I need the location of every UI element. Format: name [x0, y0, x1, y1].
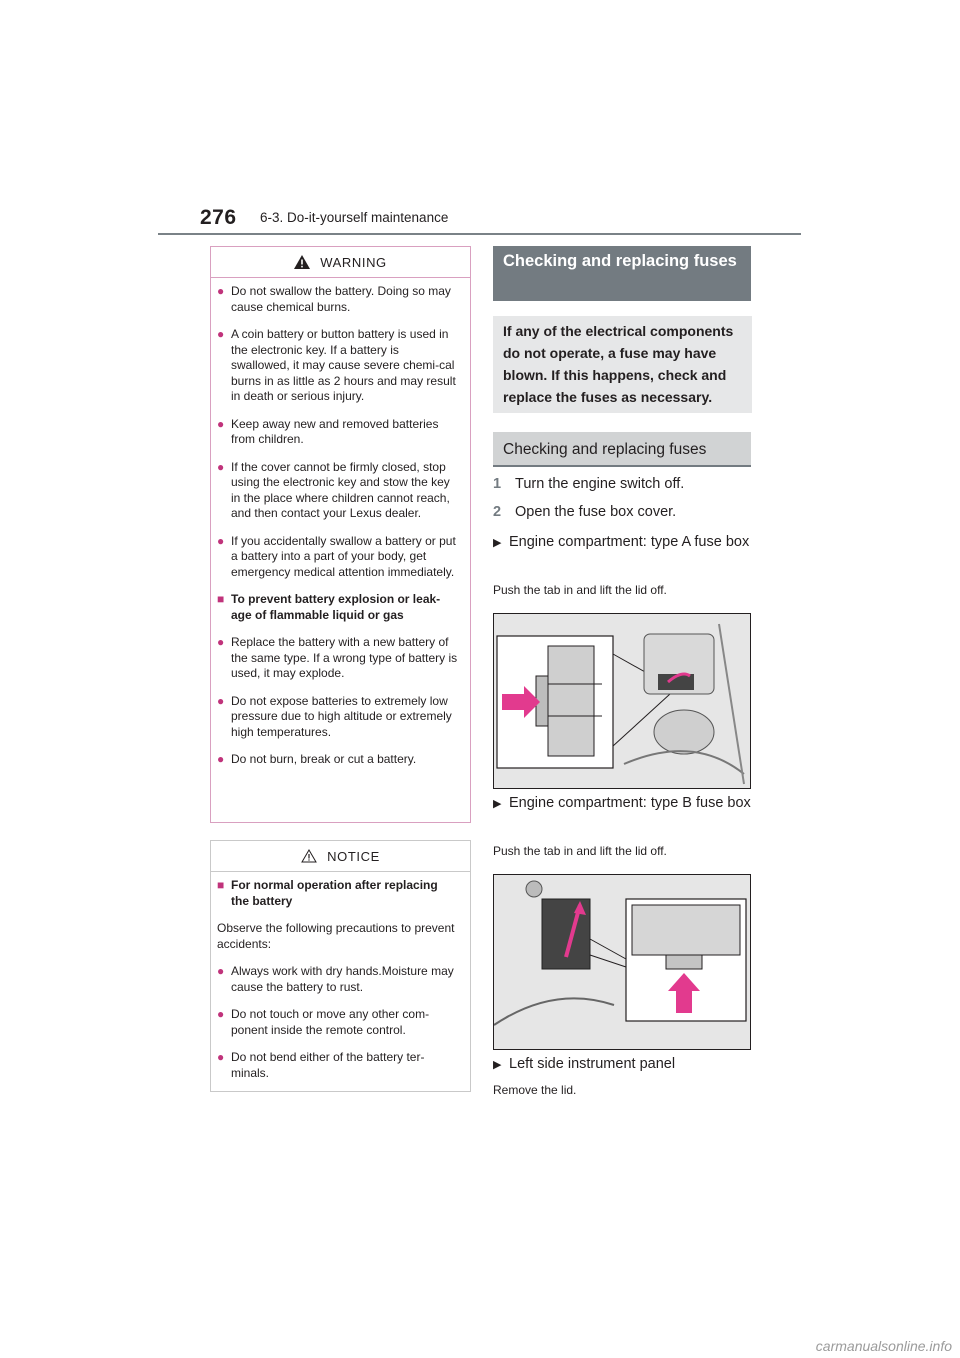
bullet-icon: ●	[217, 635, 225, 649]
notice-header	[211, 841, 470, 872]
caption-type-b: Push the tab in and lift the lid off.	[493, 844, 667, 858]
notice-item: ● Do not bend either of the battery ter-minals.	[217, 1050, 425, 1080]
item-instrument-panel: ▶ Left side instrument panel	[493, 1053, 751, 1076]
item-type-a: ▶ Engine compartment: type A fuse box	[493, 531, 751, 554]
warning-subheading: ■ To prevent battery explosion or leak-age of flammable liquid or gas	[217, 592, 441, 622]
bullet-icon: ●	[217, 693, 225, 708]
warning-item: ● Do not swallow the battery. Doing so may cause chemical burns.	[217, 284, 451, 314]
sub-heading: Checking and replacing fuses	[493, 432, 751, 467]
notice-item: ● Do not touch or move any other com-ponent inside the remote control.	[217, 1007, 430, 1037]
step-1: 1 Turn the engine switch off.	[493, 476, 685, 492]
pointer-triangle-icon: ▶	[493, 1059, 502, 1071]
warning-item: ● If you accidentally swallow a battery or put a battery into a part of your body, get emergency medical attention immediately.	[217, 533, 456, 579]
warning-box	[210, 246, 471, 823]
caption-type-a: Push the tab in and lift the lid off.	[493, 583, 667, 597]
warning-list	[211, 278, 470, 768]
intro-box: If any of the electrical components do not operate, a fuse may have blown. If this happens, check and replace the fuses as necessary.	[493, 316, 752, 413]
notice-list	[211, 872, 470, 1081]
warning-triangle-icon	[294, 255, 310, 269]
header-rule	[158, 233, 801, 235]
page-number: 276	[200, 206, 237, 229]
bullet-icon: ●	[217, 327, 225, 341]
watermark: carmanualsonline.info	[815, 1338, 952, 1354]
notice-intro: Observe the following precautions to prevent accidents:	[217, 921, 455, 951]
warning-title: WARNING	[320, 254, 387, 270]
notice-title: NOTICE	[327, 848, 380, 864]
bullet-icon: ●	[217, 1050, 225, 1064]
warning-header	[211, 247, 470, 278]
warning-item: ● Do not expose batteries to extremely low pressure due to high altitude or extremely high temperatures.	[217, 693, 452, 739]
bullet-icon: ●	[217, 964, 225, 978]
warning-item: ● A coin battery or button battery is used in the electronic key. If a battery is swallowed, it may cause severe chemi-cal burns in as little as 2 hours and may result in death or serious injury.	[217, 327, 456, 403]
square-icon: ■	[217, 592, 225, 606]
warning-item: ● Do not burn, break or cut a battery.	[217, 752, 417, 766]
notice-subheading: ■ For normal operation after replacing the battery	[217, 878, 438, 908]
square-icon: ■	[217, 878, 225, 892]
bullet-icon: ●	[217, 533, 225, 548]
bullet-icon: ●	[217, 416, 225, 431]
fuse-box-b-figure	[493, 874, 751, 1050]
section-title: 6-3. Do-it-yourself maintenance	[260, 210, 449, 225]
item-type-b: ▶ Engine compartment: type B fuse box	[493, 792, 751, 815]
pointer-triangle-icon: ▶	[493, 798, 502, 810]
pointer-triangle-icon: ▶	[493, 537, 502, 549]
warning-item: ● Replace the battery with a new battery of the same type. If a wrong type of battery is used, it may explode.	[217, 635, 458, 680]
main-heading: Checking and replacing fuses	[493, 246, 751, 301]
warning-item: ● If the cover cannot be firmly closed, stop using the electronic key and stow the key in the place where children cannot reach, and then contact your Lexus dealer.	[217, 459, 450, 520]
fuse-box-a-figure	[493, 613, 751, 789]
notice-item: ● Always work with dry hands.Moisture may cause the battery to rust.	[217, 964, 454, 994]
bullet-icon: ●	[217, 752, 225, 766]
warning-item: ● Keep away new and removed batteries from children.	[217, 416, 439, 446]
caution-triangle-icon	[301, 849, 317, 863]
step-2: 2 Open the fuse box cover.	[493, 504, 677, 520]
bullet-icon: ●	[217, 1007, 225, 1021]
bullet-icon: ●	[217, 459, 225, 474]
bullet-icon: ●	[217, 284, 225, 298]
notice-box	[210, 840, 471, 1092]
caption-instrument-panel: Remove the lid.	[493, 1083, 577, 1097]
